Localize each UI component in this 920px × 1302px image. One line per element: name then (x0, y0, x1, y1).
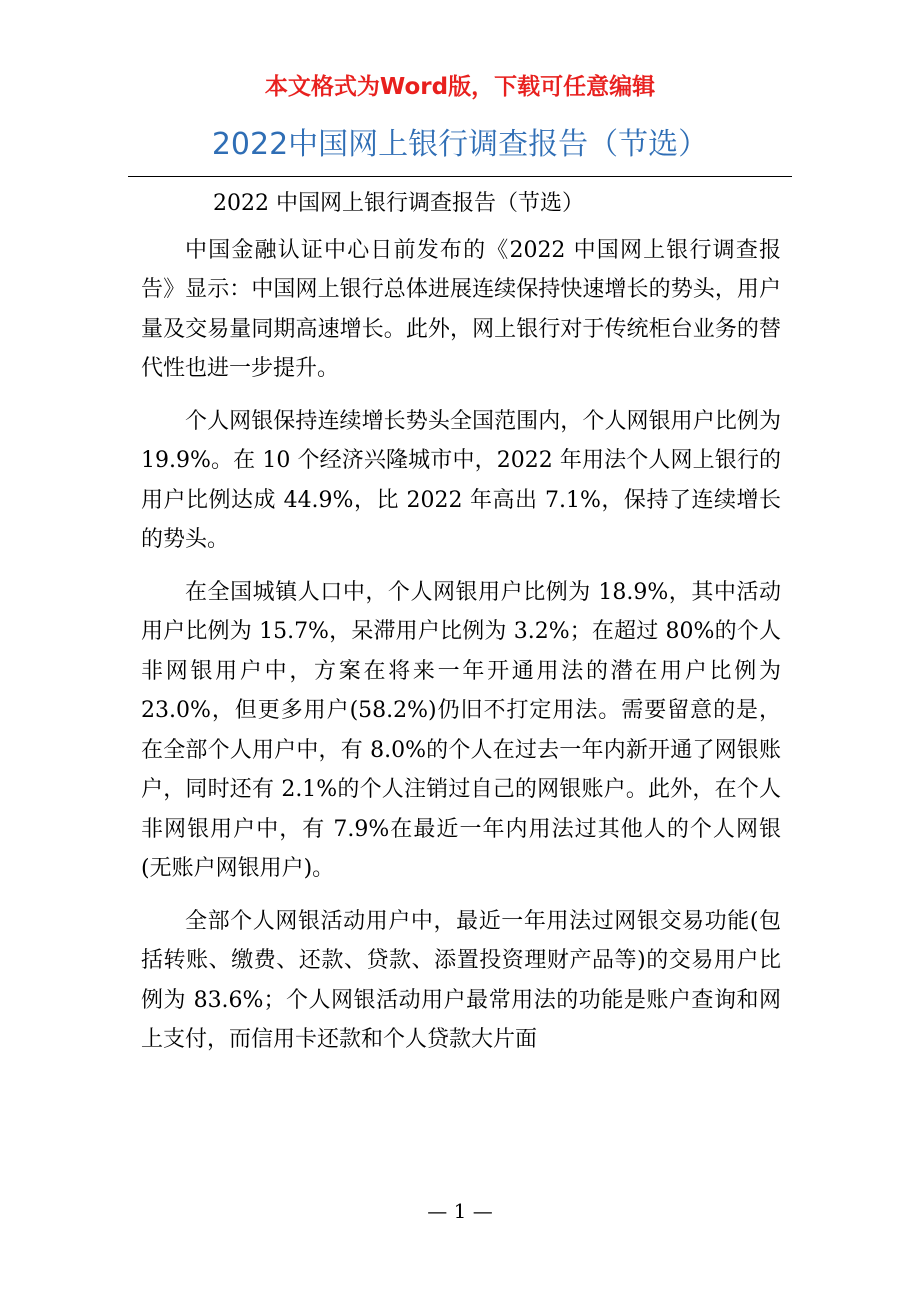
document-subtitle: 2022 中国网上银行调查报告（节选） (213, 191, 584, 216)
paragraph-active-users: 全部个人网银活动用户中，最近一年用法过网银交易功能(包括转账、缴费、还款、贷款、添置投资理财产品等)的交易用户比例为 83.6%；个人网银活动用户最常用法的功能是账户查询和网上支付，而信用卡还款和个人贷款大片面 (141, 908, 781, 1052)
document-body (141, 184, 781, 1073)
page-number: — 1 — (427, 1199, 493, 1223)
format-banner: 本文格式为Word版，下载可任意编辑 (264, 74, 656, 100)
document-title: 2022中国网上银行调查报告（节选） (211, 127, 709, 162)
paragraph-urban-users: 在全国城镇人口中，个人网银用户比例为 18.9%，其中活动用户比例为 15.7%，呆滞用户比例为 3.2%；在超过 80%的个人非网银用户中，方案在将来一年开通用法的潜在用户比例为 23.0%，但更多用户(58.2%)仍旧不打定用法。需要留意的是，在全部个人用户中，有 8.0%的个人在过去一年内新开通了网银账户，同时还有 2.1%的个人注销过自己的网银账户。此外，在个人非网银用户中，有 7.9%在最近一年内用法过其他人的个人网银(无账户网银用户)。 (141, 579, 781, 881)
paragraph-intro: 中国金融认证中心日前发布的《2022 中国网上银行调查报告》显示：中国网上银行总体进展连续保持快速增长的势头，用户量及交易量同期高速增长。此外，网上银行对于传统柜台业务的替代性也进一步提升。 (141, 237, 781, 381)
paragraph-user-growth: 个人网银保持连续增长势头全国范围内，个人网银用户比例为 19.9%。在 10 个经济兴隆城市中，2022 年用法个人网上银行的用户比例达成 44.9%，比 2022 年高出 7.1%，保持了连续增长的势头。 (141, 408, 781, 552)
title-divider (128, 176, 792, 177)
